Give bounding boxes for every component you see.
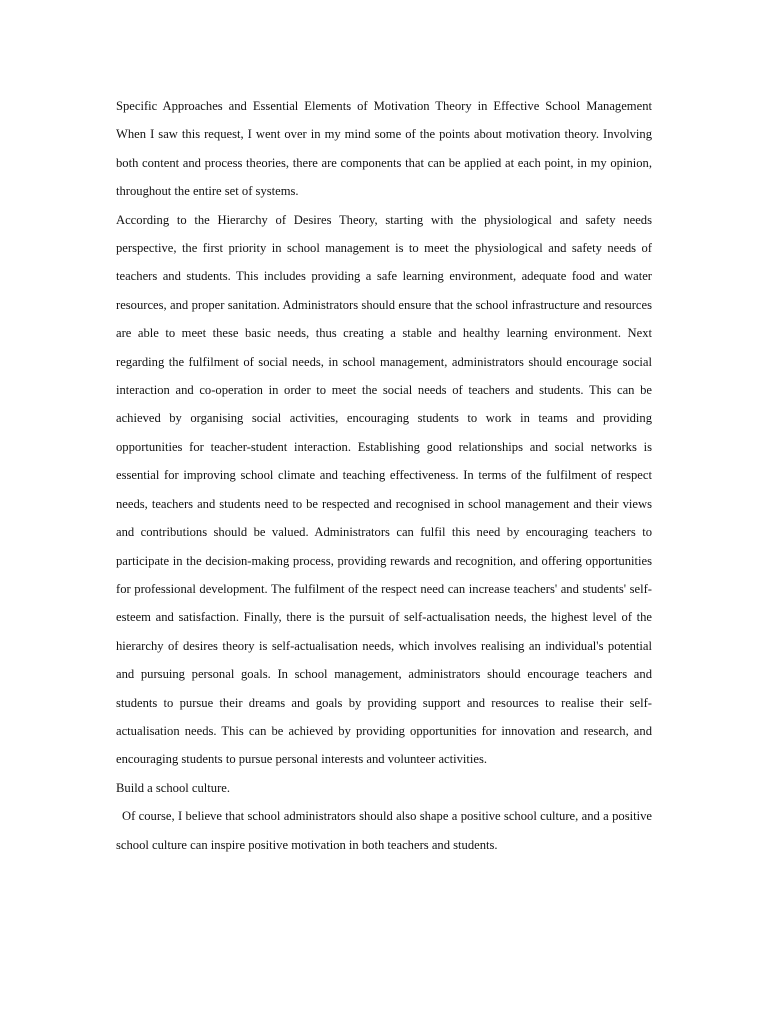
intro-paragraph: Specific Approaches and Essential Elements of Motivation Theory in Effective School Management When I saw this request, I went over in my mind some of the points about motivation theory. Involving both content and process theories, there are components that can be applied at each point, in my opinion, throughout the entire set of systems.	[116, 99, 652, 199]
document-page	[116, 92, 652, 859]
hierarchy-paragraph: According to the Hierarchy of Desires Theory, starting with the physiological and safety needs perspective, the first priority in school management is to meet the physiological and safety needs of teachers and students. This includes providing a safe learning environment, adequate food and water resources, and proper sanitation. Administrators should ensure that the school infrastructure and resources are able to meet these basic needs, thus creating a stable and healthy learning environment. Next regarding the fulfilment of social needs, in school management, administrators should encourage social interaction and co-operation in order to meet the social needs of teachers and students. This can be achieved by organising social activities, encouraging students to work in teams and providing opportunities for teacher-student interaction. Establishing good relationships and social networks is essential for improving school climate and teaching effectiveness. In terms of the fulfilment of respect needs, teachers and students need to be respected and recognised in school management and their views and contributions should be valued. Administrators can fulfil this need by encouraging teachers to participate in the decision-making process, providing rewards and recognition, and offering opportunities for professional development. The fulfilment of the respect need can increase teachers' and students' self-esteem and satisfaction. Finally, there is the pursuit of self-actualisation needs, the highest level of the hierarchy of desires theory is self-actualisation needs, which involves realising an individual's potential and pursuing personal goals. In school management, administrators should encourage teachers and students to pursue their dreams and goals by providing support and resources to realise their self-actualisation needs. This can be achieved by providing opportunities for innovation and research, and encouraging students to pursue personal interests and volunteer activities.	[116, 212, 652, 767]
section-heading: Build a school culture.	[116, 780, 231, 795]
culture-paragraph: Of course, I believe that school administrators should also shape a positive school culture, and a positive school culture can inspire positive motivation in both teachers and students.	[116, 809, 652, 852]
